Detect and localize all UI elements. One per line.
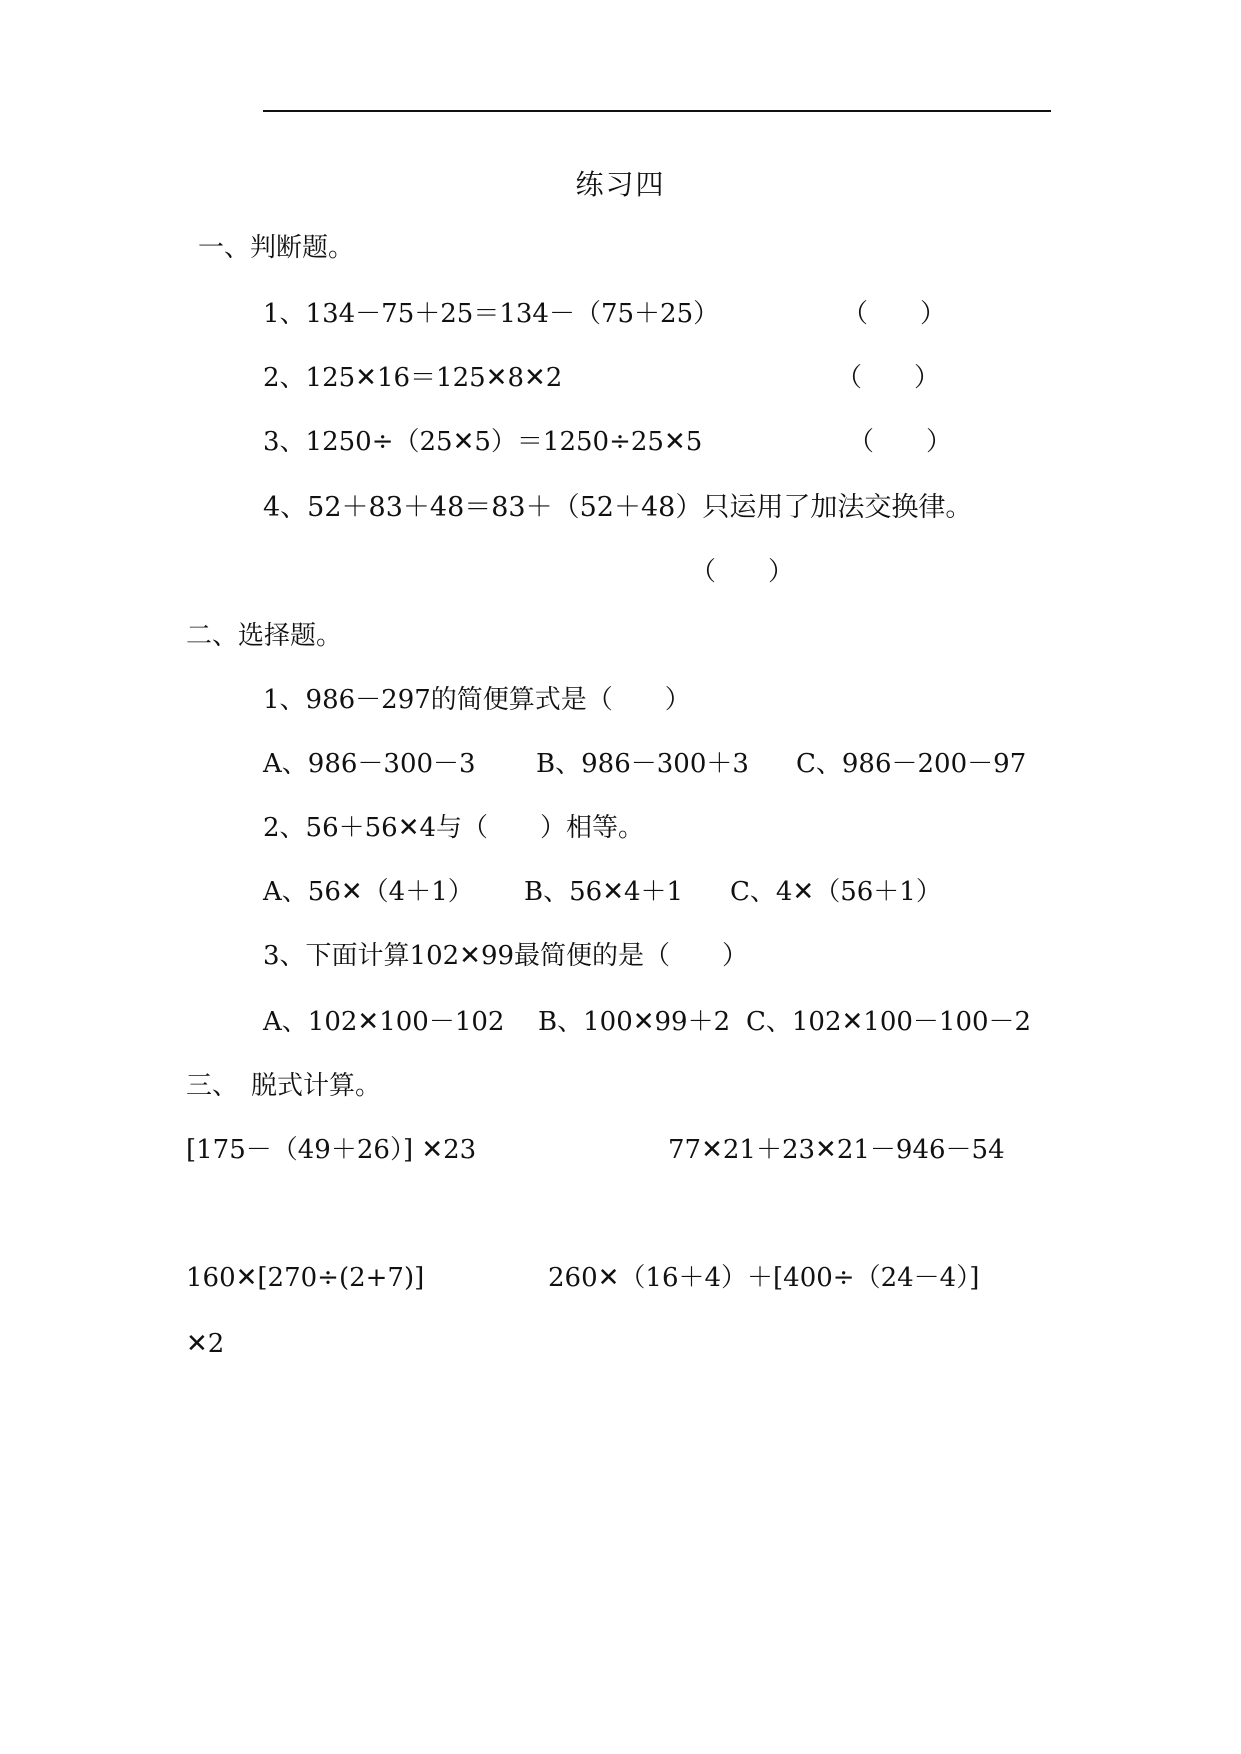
judgment-answer-4[interactable]: （ ） [690, 557, 795, 587]
section-3-heading: 三、 脱式计算。 [186, 1071, 382, 1101]
choice-3-option-c[interactable]: C、102✕100－100－2 [746, 1007, 1032, 1037]
calc-problem-4: 260✕（16＋4）＋[400÷（24－4）] [548, 1263, 980, 1293]
choice-3-option-a[interactable]: A、102✕100－102 [263, 1007, 505, 1037]
choice-3-option-b[interactable]: B、100✕99＋2 [538, 1007, 731, 1037]
choice-question-3: 3、下面计算102✕99最简便的是（ ） [263, 941, 749, 971]
choice-1-option-c[interactable]: C、986－200－97 [796, 749, 1027, 779]
section-2-heading: 二、选择题。 [186, 621, 343, 651]
judgment-answer-1[interactable]: （ ） [842, 299, 947, 329]
choice-question-1: 1、986－297的简便算式是（ ） [263, 685, 691, 715]
section-1-heading: 一、判断题。 [198, 233, 355, 263]
judgment-item-3: 3、1250÷（25✕5）＝1250÷25✕5 [263, 427, 703, 457]
judgment-answer-3[interactable]: （ ） [848, 427, 953, 457]
calc-problem-3: 160✕[270÷(2+7)] [186, 1263, 425, 1293]
judgment-item-2: 2、125✕16＝125✕8✕2 [263, 363, 563, 393]
choice-2-option-c[interactable]: C、4✕（56＋1） [730, 877, 942, 907]
choice-1-option-a[interactable]: A、986－300－3 [263, 749, 476, 779]
choice-2-option-a[interactable]: A、56✕（4＋1） [263, 877, 474, 907]
calc-problem-4-continued: ✕2 [186, 1329, 225, 1359]
header-rule [263, 110, 1051, 112]
choice-2-option-b[interactable]: B、56✕4＋1 [524, 877, 684, 907]
judgment-item-1: 1、134－75＋25＝134－（75＋25） [263, 299, 720, 329]
calc-problem-2: 77✕21＋23✕21－946－54 [668, 1135, 1005, 1165]
choice-1-option-b[interactable]: B、986－300＋3 [536, 749, 749, 779]
judgment-item-4: 4、52＋83＋48＝83＋（52＋48）只运用了加法交换律。 [263, 492, 973, 523]
judgment-answer-2[interactable]: （ ） [836, 363, 941, 393]
choice-question-2: 2、56＋56✕4与（ ）相等。 [263, 813, 645, 843]
page-title: 练习四 [575, 168, 666, 201]
calc-problem-1: [175－（49＋26）] ✕23 [186, 1135, 477, 1165]
